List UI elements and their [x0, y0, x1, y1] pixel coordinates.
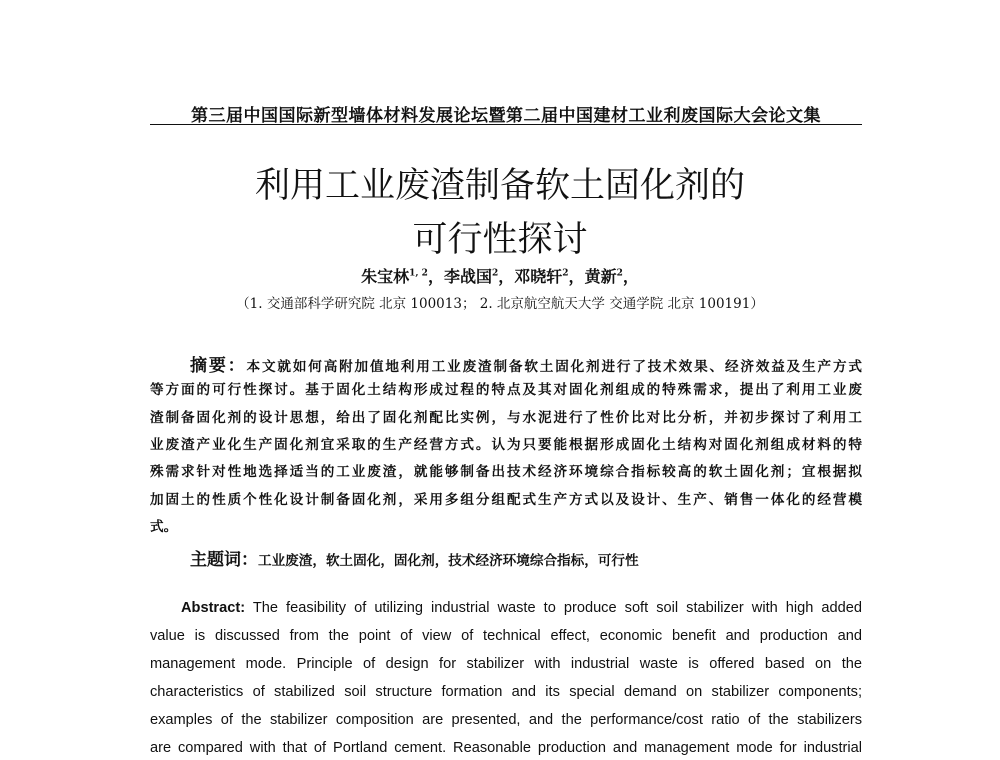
abstract-cn-text: 业废渣产业化生产固化剂宜采取的生产经营方式。认为只要能根据形成固化土结构对固化剂组成材料的特 [150, 436, 862, 453]
abstract-en-label: Abstract: [181, 600, 246, 616]
abstract-cn-line [150, 460, 862, 480]
author-separator: ， [622, 267, 639, 286]
author-affiliation-mark: 2 [616, 268, 623, 279]
abstract-cn-text: 本文就如何高附加值地利用工业废渣制备软土固化剂进行了技术效果、经济效益及生产方式 [246, 359, 863, 375]
author-separator: ， [498, 267, 515, 286]
abstract-en-text: characteristics of stabilized soil structure formation and its special demand on stabilizer components; [150, 684, 862, 700]
abstract-en-text: value is discussed from the point of view of technical effect, economic benefit and production and [150, 628, 862, 644]
abstract-en-line [181, 600, 862, 616]
abstract-cn-text: 殊需求针对性地选择适当的工业废渣，就能够制备出技术经济环境综合指标较高的软土固化剂；宜根据拟 [150, 464, 862, 481]
abstract-cn-line [150, 378, 862, 398]
author-separator: ， [568, 267, 585, 286]
author-name: 朱宝林 [361, 267, 410, 286]
abstract-en-line [150, 656, 862, 672]
keywords-text: 工业废渣，软土固化，固化剂，技术经济环境综合指标，可行性 [258, 553, 639, 569]
abstract-cn-line [190, 351, 862, 376]
affiliations: （1. 交通部科学研究院 北京 100013； 2. 北京航空航天大学 交通学院 北京 100191） [236, 296, 764, 312]
abstract-en-line [150, 712, 862, 728]
author-affiliation-mark: 2 [491, 268, 499, 279]
abstract-en-line [150, 628, 862, 644]
abstract-en-line [150, 740, 862, 756]
proceedings-header: 第三届中国国际新型墙体材料发展论坛暨第二届中国建材工业利废国际大会论文集 [191, 106, 821, 126]
author-list [0, 264, 1000, 287]
abstract-cn-line [150, 433, 862, 453]
author-affiliation-mark: 2 [562, 268, 569, 279]
abstract-cn-text: 加固土的性质个性化设计制备固化剂，采用多组分组配式生产方式以及设计、生产、销售一体化的经营模 [150, 491, 862, 508]
abstract-cn-text: 渣制备固化剂的设计思想，给出了固化剂配比实例，与水泥进行了性价比对比分析，并初步探讨了利用工 [150, 409, 862, 426]
abstract-cn-text: 等方面的可行性探讨。基于固化土结构形成过程的特点及其对固化剂组成的特殊需求，提出了利用工业废 [150, 382, 862, 399]
abstract-cn-line [150, 488, 862, 508]
abstract-cn-text: 式。 [150, 518, 178, 535]
author-name: 邓晓轩 [514, 267, 563, 286]
abstract-cn-label: 摘要： [190, 356, 247, 376]
abstract-en-text: management mode. Principle of design for stabilizer with industrial waste is offered based on the [150, 656, 862, 672]
abstract-cn-line [150, 515, 862, 535]
keywords [190, 545, 639, 570]
header-rule [150, 124, 862, 125]
keywords-label: 主题词： [190, 550, 258, 570]
abstract-en-text: examples of the stabilizer composition are presented, and the performance/cost ratio of the stabilizers [150, 712, 862, 728]
abstract-cn-line [150, 406, 862, 426]
author-separator: ， [427, 267, 444, 286]
abstract-en-text: The feasibility of utilizing industrial waste to produce soft soil stabilizer with high added [245, 600, 862, 616]
abstract-en-text: are compared with that of Portland cement. Reasonable production and management mode for industrial [150, 740, 862, 756]
author-affiliation-mark: 1, 2 [409, 268, 428, 279]
author-name: 李战国 [443, 267, 492, 286]
abstract-en-line [150, 684, 862, 700]
paper-title-line-2: 可行性探讨 [412, 220, 588, 260]
author-name: 黄新 [584, 267, 617, 286]
paper-title-line-1: 利用工业废渣制备软土固化剂的 [254, 166, 745, 206]
